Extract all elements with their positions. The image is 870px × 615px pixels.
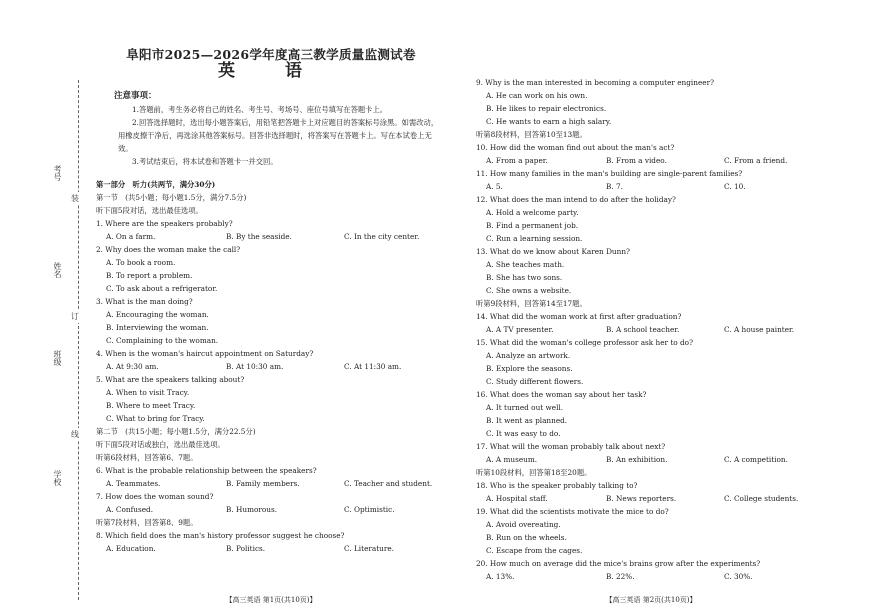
- notice-list: [118, 103, 442, 168]
- option: B. He likes to repair electronics.: [486, 104, 607, 113]
- notice-item: 1.答题前，考生务必将自己的姓名、考生号、考场号、座位号填写在答题卡上。: [132, 105, 388, 114]
- option: B. An exhibition.: [606, 455, 668, 464]
- kaohao-label: 考号: [53, 165, 62, 181]
- question: 4. When is the woman's haircut appointment on Saturday?: [96, 349, 314, 358]
- option: A. It turned out well.: [486, 403, 564, 412]
- option: B. From a video.: [606, 156, 667, 165]
- option: C. From a friend.: [724, 156, 788, 165]
- options-row: [476, 453, 826, 466]
- options-row: [476, 154, 826, 167]
- question: 9. Why is the man interested in becoming a computer engineer?: [476, 78, 714, 87]
- question: 7. How does the woman sound?: [96, 492, 214, 501]
- options-row: [476, 180, 826, 193]
- option: A. On a farm.: [106, 232, 156, 241]
- option: B. Humorous.: [226, 505, 278, 514]
- section2-heading: 第二节 (共15小题；每小题1.5分，满分22.5分): [96, 427, 256, 436]
- option: C. To ask about a refrigerator.: [106, 284, 218, 293]
- question: 17. What will the woman probably talk about next?: [476, 442, 666, 451]
- option: A. Analyze an artwork.: [486, 351, 571, 360]
- question: 2. Why does the woman make the call?: [96, 245, 241, 254]
- option: C. 10.: [724, 182, 746, 191]
- option: C. Literature.: [344, 544, 394, 553]
- option: B. It went as planned.: [486, 416, 568, 425]
- option: B. Family members.: [226, 479, 300, 488]
- xingming-label: 姓名: [53, 262, 62, 278]
- option: B. She has two sons.: [486, 273, 563, 282]
- option: A. 13%.: [486, 572, 515, 581]
- question: 19. What did the scientists motivate the mice to do?: [476, 507, 669, 516]
- option: B. To report a problem.: [106, 271, 193, 280]
- option: A. Confused.: [106, 505, 154, 514]
- page-1: [96, 0, 446, 615]
- question: 1. Where are the speakers probably?: [96, 219, 233, 228]
- option: C. She owns a website.: [486, 286, 572, 295]
- options-row: [476, 492, 826, 505]
- seal-char-xian: 线: [71, 430, 79, 439]
- options-row: [96, 230, 446, 243]
- option: A. Education.: [106, 544, 156, 553]
- options-row: [96, 477, 446, 490]
- section1-heading: 第一节 (共5小题；每小题1.5分，满分7.5分): [96, 193, 247, 202]
- options-row: [476, 323, 826, 336]
- question: 16. What does the woman say about her task?: [476, 390, 647, 399]
- option: C. Run a learning session.: [486, 234, 583, 243]
- exam-title: 阜阳市2025—2026学年度高三教学质量监测试卷: [126, 47, 416, 62]
- question: 3. What is the man doing?: [96, 297, 193, 306]
- option: C. Study different flowers.: [486, 377, 584, 386]
- option: A. 5.: [486, 182, 503, 191]
- option: B. Interviewing the woman.: [106, 323, 209, 332]
- question: 13. What do we know about Karen Dunn?: [476, 247, 630, 256]
- page-footer: 【高三英语 第1页(共10页)】: [225, 596, 317, 604]
- notice-heading: 注意事项：: [114, 91, 157, 101]
- notice-item: 2.回答选择题时，选出每小题答案后，用铅笔把答题卡上对应题目的答案标号涂黑。如需改动，用橡皮擦干净后，再选涂其他答案标号。回答非选择题时，将答案写在答题卡上。写在本试卷上无效。: [118, 118, 439, 153]
- binding-margin: [0, 0, 88, 615]
- option: C. At 11:30 am.: [344, 362, 402, 371]
- question: 18. Who is the speaker probably talking to?: [476, 481, 638, 490]
- question: 5. What are the speakers talking about?: [96, 375, 245, 384]
- option: C. He wants to earn a high salary.: [486, 117, 612, 126]
- option: A. Teammates.: [106, 479, 161, 488]
- option: C. A house painter.: [724, 325, 795, 334]
- option: A. He can work on his own.: [486, 91, 588, 100]
- option: A. To book a room.: [106, 258, 176, 267]
- material-instruction: 听第7段材料，回答第8、9题。: [96, 518, 198, 527]
- seal-char-zhuang: 装: [71, 194, 79, 203]
- option: A. A museum.: [486, 455, 538, 464]
- options-row: [96, 542, 446, 555]
- option: A. Avoid overeating.: [486, 520, 561, 529]
- option: B. Find a permanent job.: [486, 221, 579, 230]
- option: B. 22%.: [606, 572, 635, 581]
- option: A. From a paper.: [486, 156, 548, 165]
- option: C. College students.: [724, 494, 799, 503]
- option: A. She teaches math.: [486, 260, 565, 269]
- option: C. Complaining to the woman.: [106, 336, 219, 345]
- material-instruction: 听第9段材料，回答第14至17题。: [476, 299, 587, 308]
- option: A. Hold a welcome party.: [486, 208, 579, 217]
- material-instruction: 听第10段材料，回答第18至20题。: [476, 468, 592, 477]
- question: 20. How much on average did the mice's brains grow after the experiments?: [476, 559, 761, 568]
- option: C. Escape from the cages.: [486, 546, 583, 555]
- option: C. In the city center.: [344, 232, 420, 241]
- options-row: [96, 360, 446, 373]
- option: C. What to bring for Tracy.: [106, 414, 205, 423]
- option: A. When to visit Tracy.: [106, 388, 190, 397]
- page-footer: 【高三英语 第2页(共10页)】: [605, 596, 697, 604]
- question: 11. How many families in the man's building are single-parent families?: [476, 169, 743, 178]
- option: B. 7.: [606, 182, 623, 191]
- section2-instruction: 听下面5段对话或独白，选出最佳选项。: [96, 440, 225, 449]
- option: C. Teacher and student.: [344, 479, 433, 488]
- question: 10. How did the woman find out about the man's act?: [476, 143, 675, 152]
- binding-dashed-line: [78, 80, 79, 600]
- notice-item: 3.考试结束后，将本试卷和答题卡一并交回。: [132, 157, 278, 166]
- option: B. Politics.: [226, 544, 266, 553]
- page-2: [476, 0, 826, 615]
- option: B. News reporters.: [606, 494, 677, 503]
- exam-subject: 英 语: [218, 61, 324, 81]
- option: C. 30%.: [724, 572, 753, 581]
- question: 14. What did the woman work at first after graduation?: [476, 312, 682, 321]
- option: C. Optimistic.: [344, 505, 395, 514]
- seal-char-ding: 订: [71, 312, 79, 321]
- option: A. Hospital staff.: [486, 494, 548, 503]
- option: B. By the seaside.: [226, 232, 292, 241]
- xuexiao-label: 学校: [53, 470, 62, 486]
- option: B. Where to meet Tracy.: [106, 401, 196, 410]
- option: C. A competition.: [724, 455, 788, 464]
- options-row: [476, 570, 826, 583]
- options-row: [96, 503, 446, 516]
- section1-instruction: 听下面5段对话，选出最佳选项。: [96, 206, 203, 215]
- option: A. A TV presenter.: [486, 325, 554, 334]
- question: 15. What did the woman's college professor ask her to do?: [476, 338, 693, 347]
- part1-heading: 第一部分 听力(共两节，满分30分): [96, 180, 216, 189]
- option: B. A school teacher.: [606, 325, 680, 334]
- option: A. Encouraging the woman.: [106, 310, 209, 319]
- question: 8. Which field does the man's history professor suggest he choose?: [96, 531, 345, 540]
- option: B. At 10:30 am.: [226, 362, 284, 371]
- option: B. Run on the wheels.: [486, 533, 567, 542]
- question: 6. What is the probable relationship between the speakers?: [96, 466, 317, 475]
- material-instruction: 听第8段材料，回答第10至13题。: [476, 130, 587, 139]
- option: C. It was easy to do.: [486, 429, 561, 438]
- banji-label: 班级: [53, 350, 62, 366]
- material-instruction: 听第6段材料，回答第6、7题。: [96, 453, 198, 462]
- option: A. At 9:30 am.: [106, 362, 159, 371]
- question: 12. What does the man intend to do after the holiday?: [476, 195, 676, 204]
- option: B. Explore the seasons.: [486, 364, 573, 373]
